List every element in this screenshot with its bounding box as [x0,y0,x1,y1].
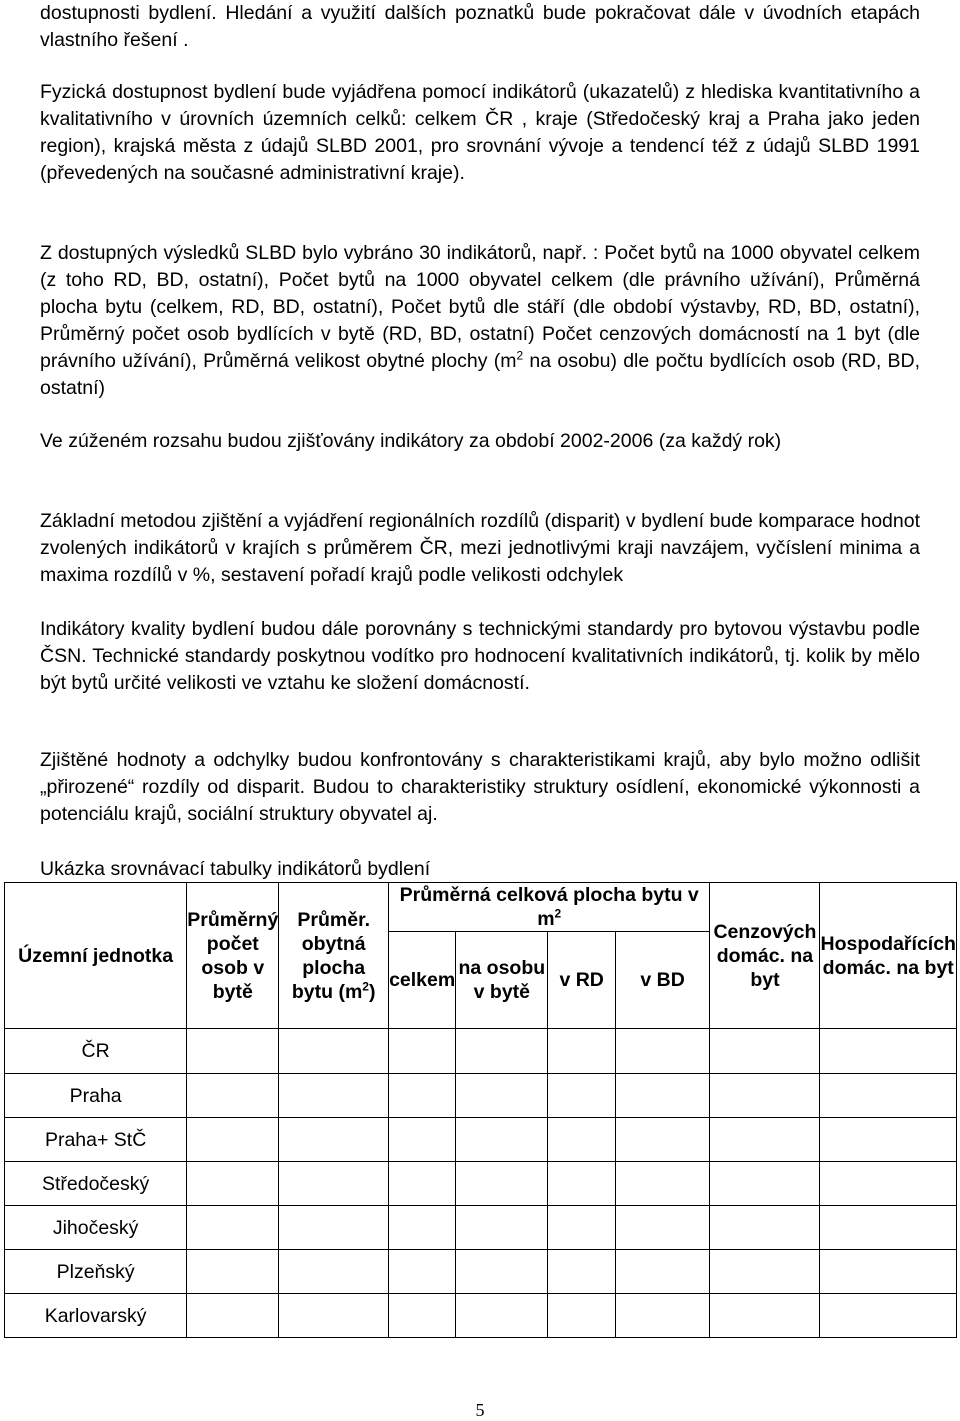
table-row [5,1294,957,1338]
header-economic-households: Hospodařících domác. na byt [820,883,957,1029]
table-row [5,1162,957,1206]
header-avg-living-area [279,883,389,1029]
header-sub-rd: v RD [548,932,615,1029]
indicators-text: Z dostupných výsledků SLBD bylo vybráno 30 indikátorů, např. : Počet bytů na 1000 obyvatel celkem (z toho RD, BD, ostatní), Počet bytů na 1000 obyvatel celkem (dle právního užívání), Průměrná plocha bytu (celkem, RD, BD, ostatní), Počet bytů dle stáří (dle období výstavby, RD, BD, ostatní), Průměrný počet osob bydlících v bytě (RD, BD, ostatní) Počet cenzových domácností na 1 byt (dle právního užívání), Průměrná velikost obytné plochy (m [40,242,920,372]
paragraph-quality-indicators: Indikátory kvality bydlení budou dále porovnány s technickými standardy pro bytovou výstavbu podle ČSN. Technické standardy poskytnou vodítko pro hodnocení kvalitativních indikátorů, tj. kolik by mělo být bytů určité velikosti ve vztahu ke složení domácností. [40,618,920,694]
paragraph-indicators [40,240,920,402]
header-census-households: Cenzových domác. na byt [710,883,820,1029]
header-avg-persons: Průměrný počet osob v bytě [187,883,279,1029]
header-avg-living-area-end: ) [368,980,376,1003]
table-row [5,1118,957,1162]
header-avg-total-area [389,883,710,932]
paragraph-confrontation: Zjištěné hodnoty a odchylky budou konfrontovány s charakteristikami krajů, aby bylo možno odlišit „přirozené“ rozdíly od disparit. Budou to charakteristiky struktury osídlení, ekonomické výkonnosti a potenciálu krajů, sociální struktury obyvatel aj. [40,749,920,825]
header-territorial-unit: Územní jednotka [5,883,187,1029]
header-sub-total: celkem [389,932,456,1029]
row-label-jihocesky: Jihočeský [5,1206,187,1250]
row-label-plzensky: Plzeňský [5,1250,187,1294]
row-label-karlovarsky: Karlovarský [5,1294,187,1338]
table-caption: Ukázka srovnávací tabulky indikátorů bydlení [40,858,431,880]
table-row [5,1029,957,1074]
table-header-row-1 [5,883,957,932]
indicators-text-end: na osobu) dle počtu bydlících osob (RD, BD, ostatní) [40,350,921,399]
paragraph-reduced-scope: Ve zúženém rozsahu budou zjišťovány indikátory za období 2002-2006 (za každý rok) [40,430,782,452]
paragraph-intro-continuation: dostupnosti bydlení. Hledání a využití dalších poznatků bude pokračovat dále v úvodních etapách vlastního řešení . [40,2,920,51]
header-sub-bd: v BD [615,932,710,1029]
row-label-stredocesky: Středočeský [5,1162,187,1206]
comparison-table [4,882,957,1338]
header-avg-total-area-sup: 2 [554,906,562,921]
row-label-praha-stc: Praha+ StČ [5,1118,187,1162]
row-label-cr: ČR [5,1029,187,1074]
table-row [5,1074,957,1118]
paragraph-physical-availability: Fyzická dostupnost bydlení bude vyjádřena pomocí indikátorů (ukazatelů) z hlediska kvantitativního a kvalitativního v úrovních územních celků: celkem ČR , kraje (Středočeský kraj a Praha jako jeden region), krajská města z údajů SLBD 2001, pro srovnání vývoje a tendencí též z údajů SLBD 1991 (převedených na současné administrativní kraje). [40,81,920,184]
header-avg-living-area-text: Průměr. obytná plocha bytu (m [291,908,370,1003]
header-avg-total-area-text: Průměrná celková plocha bytu v m [399,884,699,930]
table-row [5,1250,957,1294]
indicators-superscript: 2 [516,348,524,363]
row-label-praha: Praha [5,1074,187,1118]
page-number: 5 [475,1400,485,1420]
header-sub-per-person: na osobu v bytě [456,932,548,1029]
paragraph-basic-method: Základní metodou zjištění a vyjádření regionálních rozdílů (disparit) v bydlení bude komparace hodnot zvolených indikátorů v krajích s průměrem ČR, mezi jednotlivými kraji navzájem, vyčíslení minima a maxima rozdílů v %, sestavení pořadí krajů podle velikosti odchylek [40,510,920,586]
table-row [5,1206,957,1250]
header-avg-living-area-sup: 2 [362,979,369,993]
